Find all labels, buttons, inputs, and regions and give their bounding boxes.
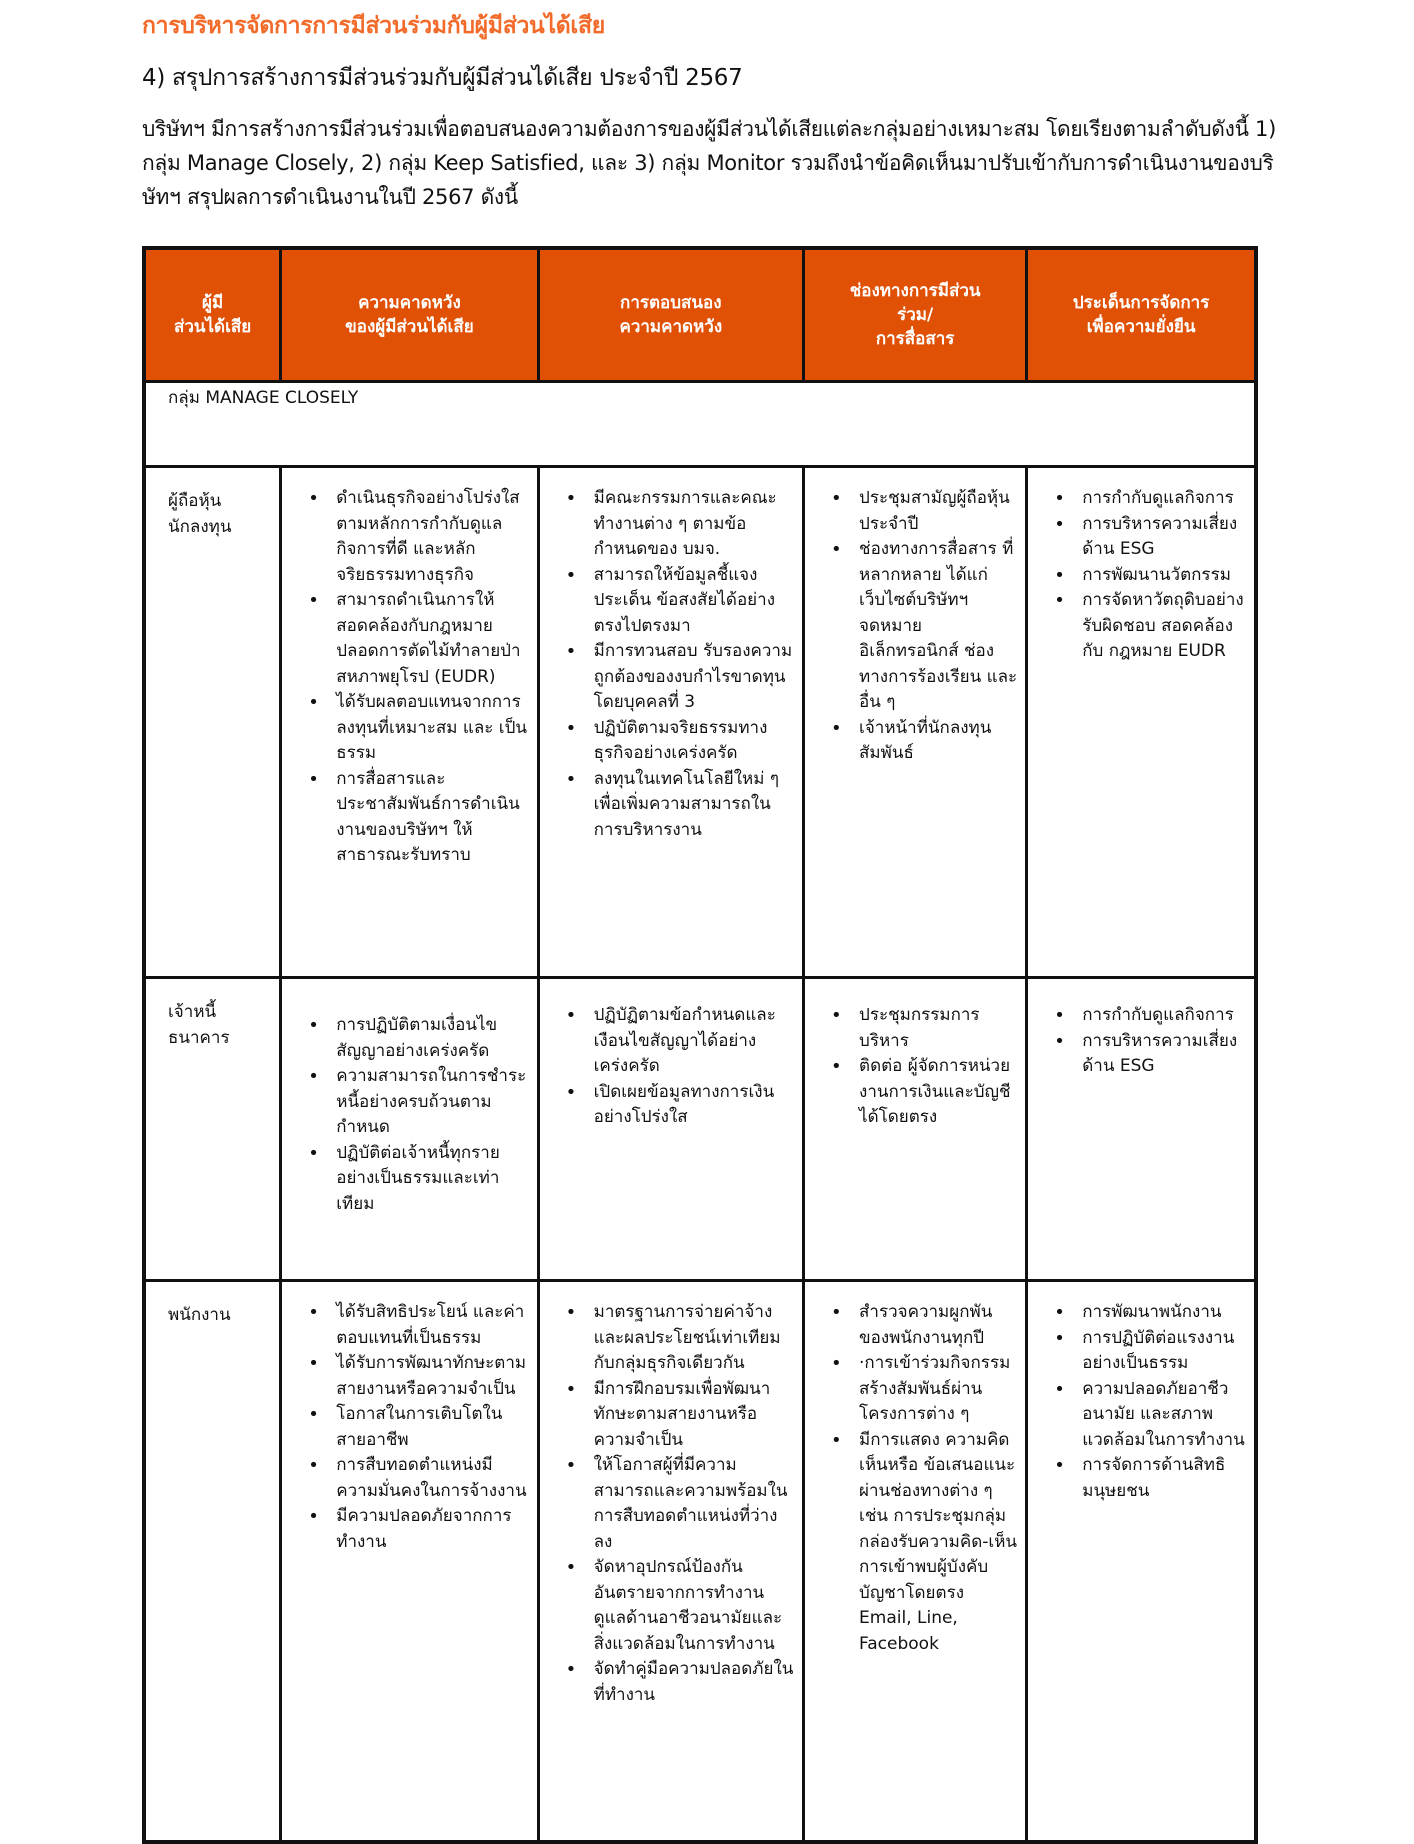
responses-cell [538, 467, 803, 978]
channels-cell [804, 1281, 1027, 1843]
table-row [144, 978, 1256, 1281]
list-item: • ประชุมสามัญผู้ถือหุ้นประจำปี [859, 486, 1017, 537]
channels-cell [804, 467, 1027, 978]
list-item: • การสืบทอดตำแหน่งมีความมั่นคงในการจ้างงาน [336, 1453, 528, 1504]
list-item: • จัดหาอุปกรณ์ป้องกันอันตรายจากการทำงาน ดูแลด้านอาชีวอนามัยและสิ่งแวดล้อมในการทำงาน [594, 1555, 794, 1657]
group-label: กลุ่ม MANAGE CLOSELY [144, 382, 1256, 467]
issues-cell [1027, 1281, 1256, 1843]
header-stakeholder: ผู้มี ส่วนได้เสีย [144, 248, 281, 382]
list-item: • การปฏิบัติตามเงื่อนไขสัญญาอย่างเคร่งครัด [336, 1013, 528, 1064]
list-item: • มีคณะกรรมการและคณะทำงานต่าง ๆ ตามข้อกำหนดของ บมจ. [594, 486, 794, 563]
list-item: • ปฏิบัติต่อเจ้าหนี้ทุกรายอย่างเป็นธรรมและเท่าเทียม [336, 1141, 528, 1218]
list-item: • ·การเข้าร่วมกิจกรรมสร้างสัมพันธ์ผ่านโครงการต่าง ๆ [859, 1351, 1017, 1428]
list-item: • ดำเนินธุรกิจอย่างโปร่งใส ตามหลักการกำกับดูแลกิจการที่ดี และหลักจริยธรรมทางธุรกิจ [336, 486, 528, 588]
stakeholder-engagement-table [142, 246, 1258, 1844]
header-responses: การตอบสนอง ความคาดหวัง [538, 248, 803, 382]
list-item: • การจัดหาวัตถุดิบอย่างรับผิดชอบ สอดคล้องกับ กฎหมาย EUDR [1082, 588, 1246, 665]
expectations-cell [281, 978, 538, 1281]
list-item: • สามารถดำเนินการให้สอดคล้องกับกฎหมายปลอดการตัดไม้ทำลายป่าสหภาพยุโรป (EUDR) [336, 588, 528, 690]
list-item: • จัดทำคู่มือความปลอดภัยในที่ทำงาน [594, 1657, 794, 1708]
group-row-manage-closely [144, 382, 1256, 467]
issues-cell [1027, 467, 1256, 978]
list-item: • มีการทวนสอบ รับรองความถูกต้องของงบกำไรขาดทุน โดยบุคคลที่ 3 [594, 639, 794, 716]
header-expectations: ความคาดหวัง ของผู้มีส่วนได้เสีย [281, 248, 538, 382]
list-item: • มาตรฐานการจ่ายค่าจ้างและผลประโยชน์เท่าเทียมกับกลุ่มธุรกิจเดียวกัน [594, 1300, 794, 1377]
list-item: • การพัฒนานวัตกรรม [1082, 563, 1246, 589]
list-item: • ได้รับสิทธิประโยน์ และค่าตอบแทนที่เป็นธรรม [336, 1300, 528, 1351]
list-item: • มีการฝึกอบรมเพื่อพัฒนาทักษะตามสายงานหรือความจำเป็น [594, 1377, 794, 1454]
list-item: • ได้รับผลตอบแทนจากการลงทุนที่เหมาะสม และ เป็นธรรม [336, 690, 528, 767]
page-title: การบริหารจัดการการมีส่วนร่วมกับผู้มีส่วนได้เสีย [142, 13, 605, 39]
list-item: • ติดต่อ ผู้จัดการหน่วยงานการเงินและบัญชี ได้โดยตรง [859, 1054, 1017, 1131]
list-item: • เจ้าหน้าที่นักลงทุนสัมพันธ์ [859, 716, 1017, 767]
list-item: • การสื่อสารและประชาสัมพันธ์การดำเนินงานของบริษัทฯ ให้สาธารณะรับทราบ [336, 767, 528, 869]
list-item: • ประชุมกรรมการบริหาร [859, 1003, 1017, 1054]
list-item: • ลงทุนในเทคโนโลยีใหม่ ๆ เพื่อเพิ่มความสามารถในการบริหารงาน [594, 767, 794, 844]
header-channels: ช่องทางการมีส่วน ร่วม/ การสื่อสาร [804, 248, 1027, 382]
list-item: • ความปลอดภัยอาชีวอนามัย และสภาพแวดล้อมในการทำงาน [1082, 1377, 1246, 1454]
list-item: • การพัฒนาพนักงาน [1082, 1300, 1246, 1326]
list-item: • การบริหารความเสี่ยงด้าน ESG [1082, 1029, 1246, 1080]
list-item: • การจัดการด้านสิทธิมนุษยชน [1082, 1453, 1246, 1504]
header-sustainability-issues: ประเด็นการจัดการ เพื่อความยั่งยืน [1027, 248, 1256, 382]
list-item: • สำรวจความผูกพันของพนักงานทุกปี [859, 1300, 1017, 1351]
expectations-cell [281, 1281, 538, 1843]
list-item: • มีความปลอดภัยจากการทำงาน [336, 1504, 528, 1555]
list-item: • ปฏิบัติตามจริยธรรมทางธุรกิจอย่างเคร่งครัด [594, 716, 794, 767]
table-row [144, 467, 1256, 978]
stakeholder-name: ผู้ถือหุ้น นักลงทุน [144, 467, 281, 978]
stakeholder-name: เจ้าหนี้ ธนาคาร [144, 978, 281, 1281]
channels-cell [804, 978, 1027, 1281]
list-item: • ปฏิบัฏิตามข้อกำหนดและเงือนไขสัญญาได้อย่างเคร่งครัด [594, 1003, 794, 1080]
issues-cell [1027, 978, 1256, 1281]
list-item: • การกำกับดูแลกิจการ [1082, 1003, 1246, 1029]
responses-cell [538, 1281, 803, 1843]
list-item: • การกำกับดูแลกิจการ [1082, 486, 1246, 512]
list-item: • การปฏิบัติต่อแรงงานอย่างเป็นธรรม [1082, 1326, 1246, 1377]
stakeholder-name: พนักงาน [144, 1281, 281, 1843]
responses-cell [538, 978, 803, 1281]
list-item: • ได้รับการพัฒนาทักษะตามสายงานหรือความจำเป็น [336, 1351, 528, 1402]
list-item: • เปิดเผยข้อมูลทางการเงินอย่างโปร่งใส [594, 1080, 794, 1131]
list-item: • ช่องทางการสื่อสาร ที่หลากหลาย ได้แก่ เว็บไซต์บริษัทฯ จดหมายอิเล็กทรอนิกส์ ช่องทางการร้องเรียน และอื่น ๆ [859, 537, 1017, 716]
intro-paragraph: บริษัทฯ มีการสร้างการมีส่วนร่วมเพื่อตอบสนองความต้องการของผู้มีส่วนได้เสียแต่ละกลุ่มอย่างเหมาะสม โดยเรียงตามลำดับดังนี้ 1) กลุ่ม Manage Closely, 2) กลุ่ม Keep Satisfied, และ 3) กลุ่ม Monitor รวมถึงนำข้อคิดเห็นมาปรับเข้ากับการดำเนินงานของบริษัทฯ สรุปผลการดำเนินงานในปี 2567 ดังนี้ [142, 117, 1276, 209]
table-header-row [144, 248, 1256, 382]
list-item: • มีการแสดง ความคิดเห็นหรือ ข้อเสนอแนะ ผ่านช่องทางต่าง ๆ เช่น การประชุมกลุ่ม กล่องรับความคิด-เห็น การเข้าพบผู้บังคับบัญชาโดยตรง Email, Line, Facebook [859, 1428, 1017, 1658]
list-item: • ความสามารถในการชำระหนี้อย่างครบถ้วนตามกำหนด [336, 1064, 528, 1141]
list-item: • โอกาสในการเติบโตในสายอาชีพ [336, 1402, 528, 1453]
list-item: • สามารถให้ข้อมูลชี้แจงประเด็น ข้อสงสัยได้อย่างตรงไปตรงมา [594, 563, 794, 640]
list-item: • การบริหารความเสี่ยงด้าน ESG [1082, 512, 1246, 563]
section-heading: 4) สรุปการสร้างการมีส่วนร่วมกับผู้มีส่วนได้เสีย ประจำปี 2567 [142, 65, 743, 91]
table-row [144, 1281, 1256, 1843]
expectations-cell [281, 467, 538, 978]
list-item: • ให้โอกาสผู้ที่มีความสามารถและความพร้อมในการสืบทอดตำแหน่งที่ว่างลง [594, 1453, 794, 1555]
